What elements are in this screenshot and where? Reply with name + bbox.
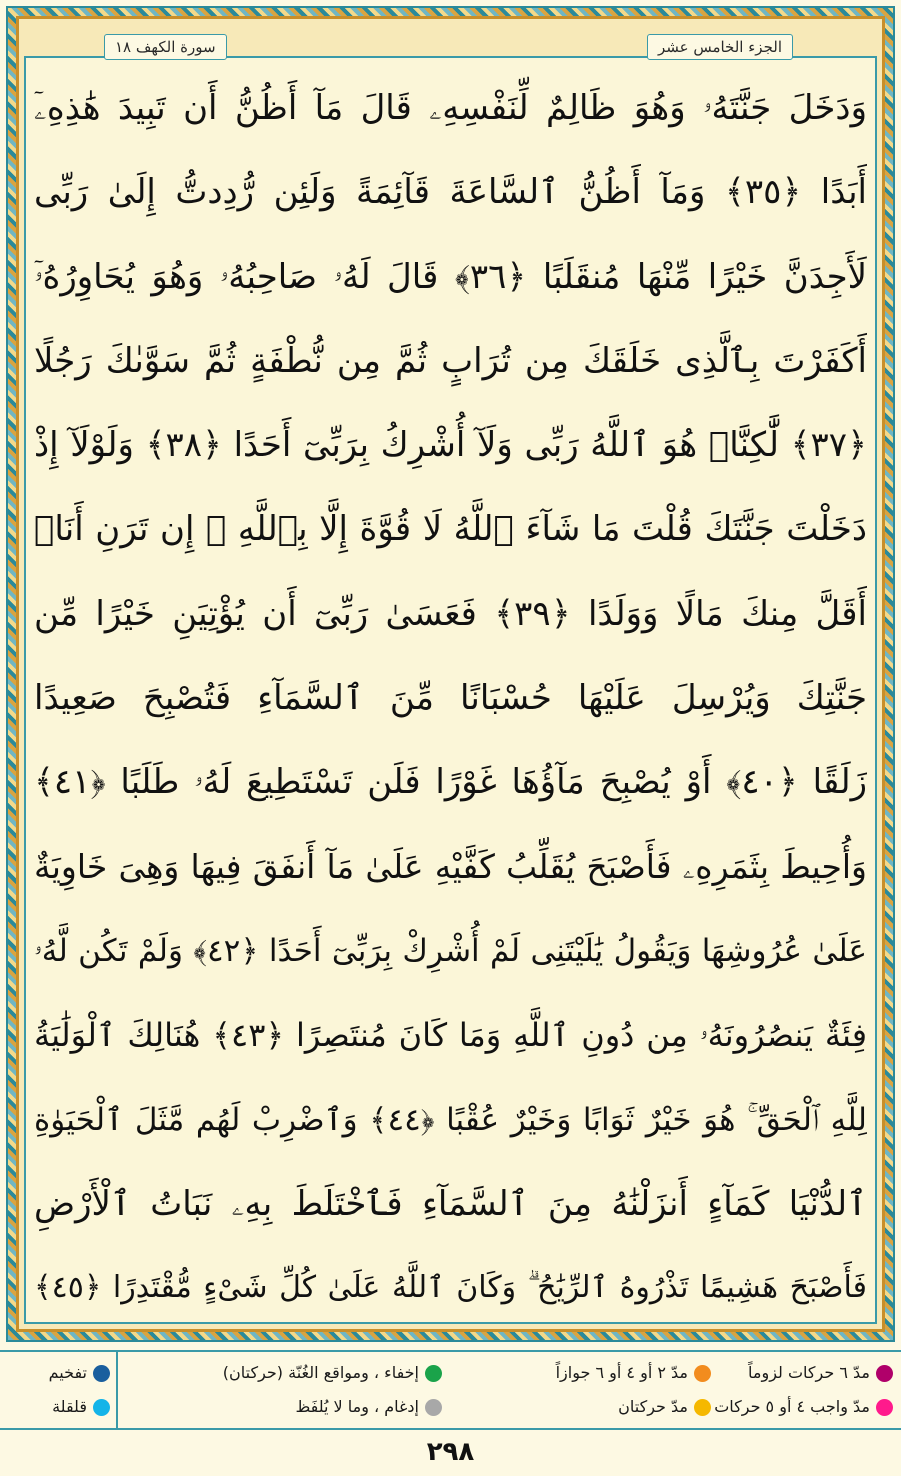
color-swatch-icon — [876, 1365, 893, 1382]
legend-item-idgham — [295, 1392, 442, 1422]
legend-column-madd — [448, 1352, 901, 1428]
tajweed-legend — [0, 1350, 901, 1430]
text-line-7: أَقَلَّ مِنكَ مَالًا وَوَلَدًا ﴿٣٩﴾ فَعَسَىٰ رَبِّىٓ أَن يُؤْتِيَنِ خَيْرًا مِّن — [34, 593, 867, 634]
text-line-12: فِئَةٌ يَنصُرُونَهُۥ مِن دُونِ ٱللَّهِ وَمَا كَانَ مُنتَصِرًا ﴿٤٣﴾ هُنَالِكَ ٱلْوَلَٰيَةُ — [34, 1016, 867, 1055]
juz-name-label: الجزء الخامس عشر — [647, 34, 793, 60]
text-line-10: وَأُحِيطَ بِثَمَرِهِۦ فَأَصْبَحَ يُقَلِّبُ كَفَّيْهِ عَلَىٰ مَآ أَنفَقَ فِيهَا وَهِىَ خَاوِيَةٌ — [34, 846, 867, 886]
legend-item-madd-wajib — [714, 1392, 893, 1422]
legend-label: إدغام ، وما لا يُلفَظ — [295, 1397, 419, 1416]
legend-item-madd-tabii — [618, 1392, 711, 1422]
legend-label: مدّ ٢ أو ٤ أو ٦ جوازاً — [555, 1363, 688, 1382]
color-swatch-icon — [93, 1365, 110, 1382]
page-number: ٢٩٨ — [426, 1437, 475, 1467]
text-line-1: وَدَخَلَ جَنَّتَهُۥ وَهُوَ ظَالِمٌ لِّنَفْسِهِۦ قَالَ مَآ أَظُنُّ أَن تَبِيدَ هَٰذِهِۦٓ — [34, 88, 867, 128]
verse-text-block — [34, 66, 867, 1330]
legend-label: مدّ حركتان — [618, 1397, 688, 1416]
legend-item-madd-lazim — [748, 1358, 893, 1388]
legend-item-ikhfa — [223, 1358, 442, 1388]
text-line-4: أَكَفَرْتَ بِٱلَّذِى خَلَقَكَ مِن تُرَابٍ ثُمَّ مِن نُّطْفَةٍ ثُمَّ سَوَّىٰكَ رَجُلًا — [34, 340, 867, 381]
text-line-6: دَخَلْتَ جَنَّتَكَ قُلْتَ مَا شَآءَ ٱللَّهُ لَا قُوَّةَ إِلَّا بِٱللَّهِ ۚ إِن تَرَنِ أَنَا۠ — [34, 509, 867, 550]
text-line-14: ٱلدُّنْيَا كَمَآءٍ أَنزَلْنَٰهُ مِنَ ٱلسَّمَآءِ فَٱخْتَلَطَ بِهِۦ نَبَاتُ ٱلْأَرْضِ — [34, 1183, 867, 1224]
text-line-2: أَبَدًا ﴿٣٥﴾ وَمَآ أَظُنُّ ٱلسَّاعَةَ قَآئِمَةً وَلَئِن رُّدِدتُّ إِلَىٰ رَبِّى — [34, 172, 867, 213]
text-line-8: جَنَّتِكَ وَيُرْسِلَ عَلَيْهَا حُسْبَانًا مِّنَ ٱلسَّمَآءِ فَتُصْبِحَ صَعِيدًا — [34, 678, 867, 719]
surah-name-label: سورة الكهف ١٨ — [104, 34, 227, 60]
color-swatch-icon — [694, 1365, 711, 1382]
legend-label: إخفاء ، ومواقع الغُنّة (حركتان) — [222, 1363, 419, 1382]
text-line-11: عَلَىٰ عُرُوشِهَا وَيَقُولُ يَٰلَيْتَنِى لَمْ أُشْرِكْ بِرَبِّىٓ أَحَدًا ﴿٤٢﴾ وَلَمْ تَكُن لَّهُۥ — [34, 932, 867, 969]
text-line-9: زَلَقًا ﴿٤٠﴾ أَوْ يُصْبِحَ مَآؤُهَا غَوْرًا فَلَن تَسْتَطِيعَ لَهُۥ طَلَبًا ﴿٤١﴾ — [34, 762, 867, 803]
legend-column-tafkhim — [0, 1352, 118, 1428]
legend-item-tafkhim — [49, 1358, 110, 1388]
legend-item-madd-jaiz — [556, 1358, 711, 1388]
text-line-15: فَأَصْبَحَ هَشِيمًا تَذْرُوهُ ٱلرِّيَٰحُ ۗ وَكَانَ ٱللَّهُ عَلَىٰ كُلِّ شَىْءٍ مُّقْتَدِرًا ﴿٤٥﴾ — [34, 1270, 867, 1306]
text-line-5: ﴿٣٧﴾ لَّٰكِنَّا۠ هُوَ ٱللَّهُ رَبِّى وَلَآ أُشْرِكُ بِرَبِّىٓ أَحَدًا ﴿٣٨﴾ وَلَوْلَآ إِذْ — [34, 425, 867, 466]
legend-label: مدّ ٦ حركات لزوماً — [748, 1363, 870, 1382]
color-swatch-icon — [876, 1399, 893, 1416]
text-line-3: لَأَجِدَنَّ خَيْرًا مِّنْهَا مُنقَلَبًا ﴿٣٦﴾ قَالَ لَهُۥ صَاحِبُهُۥ وَهُوَ يُحَاوِرُهُۥٓ — [34, 256, 867, 297]
legend-item-qalqala — [52, 1392, 110, 1422]
text-line-13: لِلَّهِ ٱلْحَقِّ ۚ هُوَ خَيْرٌ ثَوَابًا وَخَيْرٌ عُقْبًا ﴿٤٤﴾ وَٱضْرِبْ لَهُم مَّثَلَ ٱلْحَيَوٰةِ — [34, 1101, 867, 1138]
color-swatch-icon — [425, 1365, 442, 1382]
legend-label: تفخيم — [48, 1363, 87, 1382]
color-swatch-icon — [425, 1399, 442, 1416]
legend-label: مدّ واجب ٤ أو ٥ حركات — [714, 1397, 870, 1416]
color-swatch-icon — [93, 1399, 110, 1416]
legend-column-ghunna — [116, 1352, 450, 1428]
color-swatch-icon — [694, 1399, 711, 1416]
legend-label: قلقلة — [52, 1397, 87, 1416]
